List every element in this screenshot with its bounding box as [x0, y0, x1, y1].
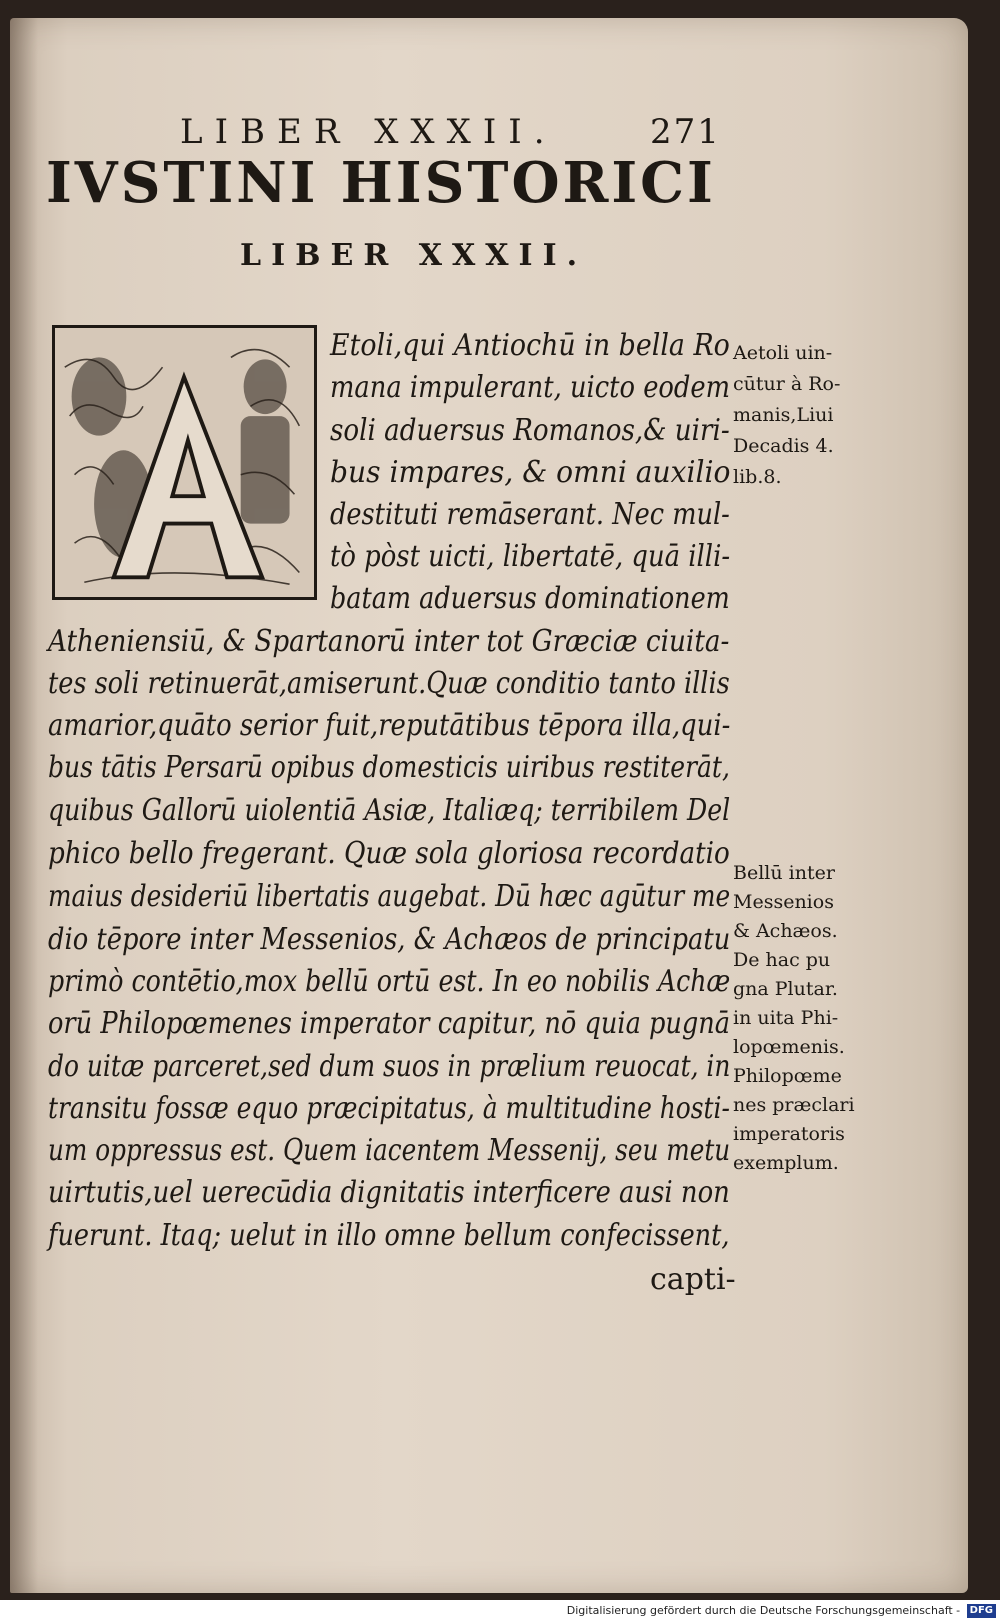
text-line: transitu fossæ equo præcipitatus, à multitudine hosti- — [48, 1091, 730, 1126]
margin-note-line: Messenios — [733, 891, 834, 913]
catchword: capti- — [650, 1262, 736, 1297]
digitization-credit — [567, 1602, 996, 1620]
text-line: tò pòst uicti, libertatē, quā illi- — [330, 539, 731, 574]
gutter-shadow — [10, 18, 38, 1593]
text-line: fuerunt. Itaq; uelut in illo omne bellum confecissent, — [48, 1218, 730, 1253]
margin-note-line: in uita Phi- — [733, 1007, 839, 1029]
text-line: uirtutis,uel uerecūdia dignitatis interficere ausi non — [48, 1175, 730, 1210]
margin-note-line: cūtur à Ro- — [733, 373, 841, 395]
book-heading: LIBER XXXII. — [240, 238, 588, 273]
credit-text: Digitalisierung gefördert durch die Deutsche Forschungsgemeinschaft - — [566, 1604, 961, 1617]
text-line: quibus Gallorū uiolentiā Asiæ, Italiæq; terribilem Del — [48, 793, 731, 828]
margin-note-line: exemplum. — [733, 1152, 839, 1174]
text-line: mana impulerant, uicto eodem — [330, 370, 731, 405]
text-line: do uitæ parceret,sed dum suos in prælium reuocat, in — [48, 1049, 731, 1084]
text-line: destituti remāserant. Nec mul- — [330, 497, 730, 532]
text-line: Atheniensiū, & Spartanorū inter tot Græciæ ciuita- — [48, 624, 730, 659]
margin-note-line: lopœmenis. — [733, 1036, 845, 1058]
dfg-logo: DFG — [967, 1604, 996, 1618]
text-line: primò contētio,mox bellū ortū est. In eo nobilis Achæ — [48, 964, 731, 999]
running-title: LIBER XXXII. — [180, 112, 557, 152]
margin-note-line: Bellū inter — [733, 862, 835, 884]
text-line: phico bello fregerant. Quæ sola gloriosa recordatio — [48, 836, 730, 871]
text-line: bus tātis Persarū opibus domesticis uiribus restiterāt, — [48, 750, 730, 785]
margin-note-line: Decadis 4. — [733, 435, 834, 457]
page-title: IVSTINI HISTORICI — [46, 150, 716, 216]
margin-note-line: & Achæos. — [733, 920, 838, 942]
margin-note-line: Aetoli uin- — [733, 342, 833, 364]
text-line: batam aduersus dominationem — [330, 581, 730, 616]
text-line: bus impares, & omni auxilio — [330, 455, 731, 490]
text-line: Etoli,qui Antiochū in bella Ro — [330, 328, 730, 363]
text-line: orū Philopœmenes imperator capitur, nō quia pugnā — [48, 1006, 731, 1041]
margin-note-line: Philopœme — [733, 1065, 842, 1087]
decorated-initial — [52, 325, 317, 600]
text-line: dio tēpore inter Messenios, & Achæos de principatu — [48, 922, 731, 957]
margin-note-line: lib.8. — [733, 466, 782, 488]
margin-note-line: nes præclari — [733, 1094, 855, 1116]
text-line: maius desideriū libertatis augebat. Dū hæc agūtur me — [48, 879, 731, 914]
running-head — [180, 112, 720, 152]
text-line: amarior,quāto serior fuit,reputātibus tēpora illa,qui- — [48, 708, 731, 743]
margin-note-line: gna Plutar. — [733, 978, 838, 1000]
margin-note-line: De hac pu — [733, 949, 831, 971]
text-line: tes soli retinuerāt,amiserunt.Quæ conditio tanto illis — [48, 666, 730, 701]
text-line: um oppressus est. Quem iacentem Messenij, seu metu — [48, 1133, 731, 1168]
margin-note-line: imperatoris — [733, 1123, 845, 1145]
page-number: 271 — [650, 112, 721, 152]
text-line: soli aduersus Romanos,& uiri- — [330, 413, 730, 448]
margin-note-line: manis,Liui — [733, 404, 834, 426]
